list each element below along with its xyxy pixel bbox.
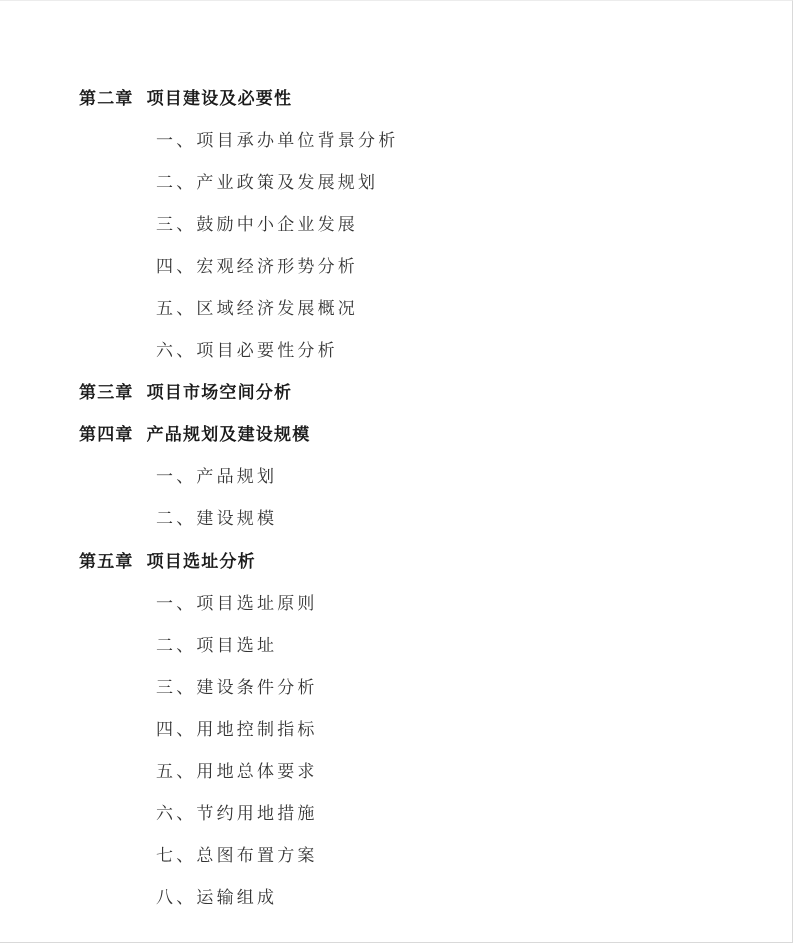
toc-section[interactable]: 二、产业政策及发展规划	[156, 172, 379, 193]
toc-section[interactable]: 七、总图布置方案	[156, 846, 318, 867]
chapter-number: 第四章	[79, 425, 134, 446]
toc-section[interactable]: 一、产品规划	[156, 467, 278, 488]
toc-section[interactable]: 一、项目承办单位背景分析	[156, 130, 399, 151]
toc-section[interactable]: 八、运输组成	[156, 888, 278, 909]
chapter-title: 项目建设及必要性	[146, 88, 293, 109]
toc-section[interactable]: 二、项目选址	[156, 635, 278, 656]
toc-section[interactable]: 六、项目必要性分析	[156, 341, 338, 362]
chapter-number: 第二章	[79, 88, 134, 109]
toc-chapter-4[interactable]	[0, 412, 792, 454]
chapter-title: 项目选址分析	[146, 551, 256, 572]
chapter-title: 产品规划及建设规模	[146, 425, 311, 446]
toc-section[interactable]: 三、建设条件分析	[156, 677, 318, 698]
chapter-number: 第五章	[79, 551, 134, 572]
toc-section[interactable]: 五、区域经济发展概况	[156, 299, 358, 320]
toc-chapter-2[interactable]	[0, 75, 792, 117]
chapter-title: 项目市场空间分析	[146, 383, 293, 404]
toc-section[interactable]: 一、项目选址原则	[156, 593, 318, 614]
toc-section[interactable]: 四、宏观经济形势分析	[156, 256, 358, 277]
chapter-number: 第三章	[79, 383, 134, 404]
table-of-contents	[0, 75, 792, 917]
toc-section[interactable]: 三、鼓励中小企业发展	[156, 214, 358, 235]
toc-chapter-3[interactable]	[0, 370, 792, 412]
toc-section[interactable]: 六、节约用地措施	[156, 804, 318, 825]
toc-section[interactable]: 二、建设规模	[156, 509, 278, 530]
toc-chapter-5[interactable]	[0, 538, 792, 580]
toc-section[interactable]: 四、用地控制指标	[156, 719, 318, 740]
toc-section[interactable]: 五、用地总体要求	[156, 762, 318, 783]
